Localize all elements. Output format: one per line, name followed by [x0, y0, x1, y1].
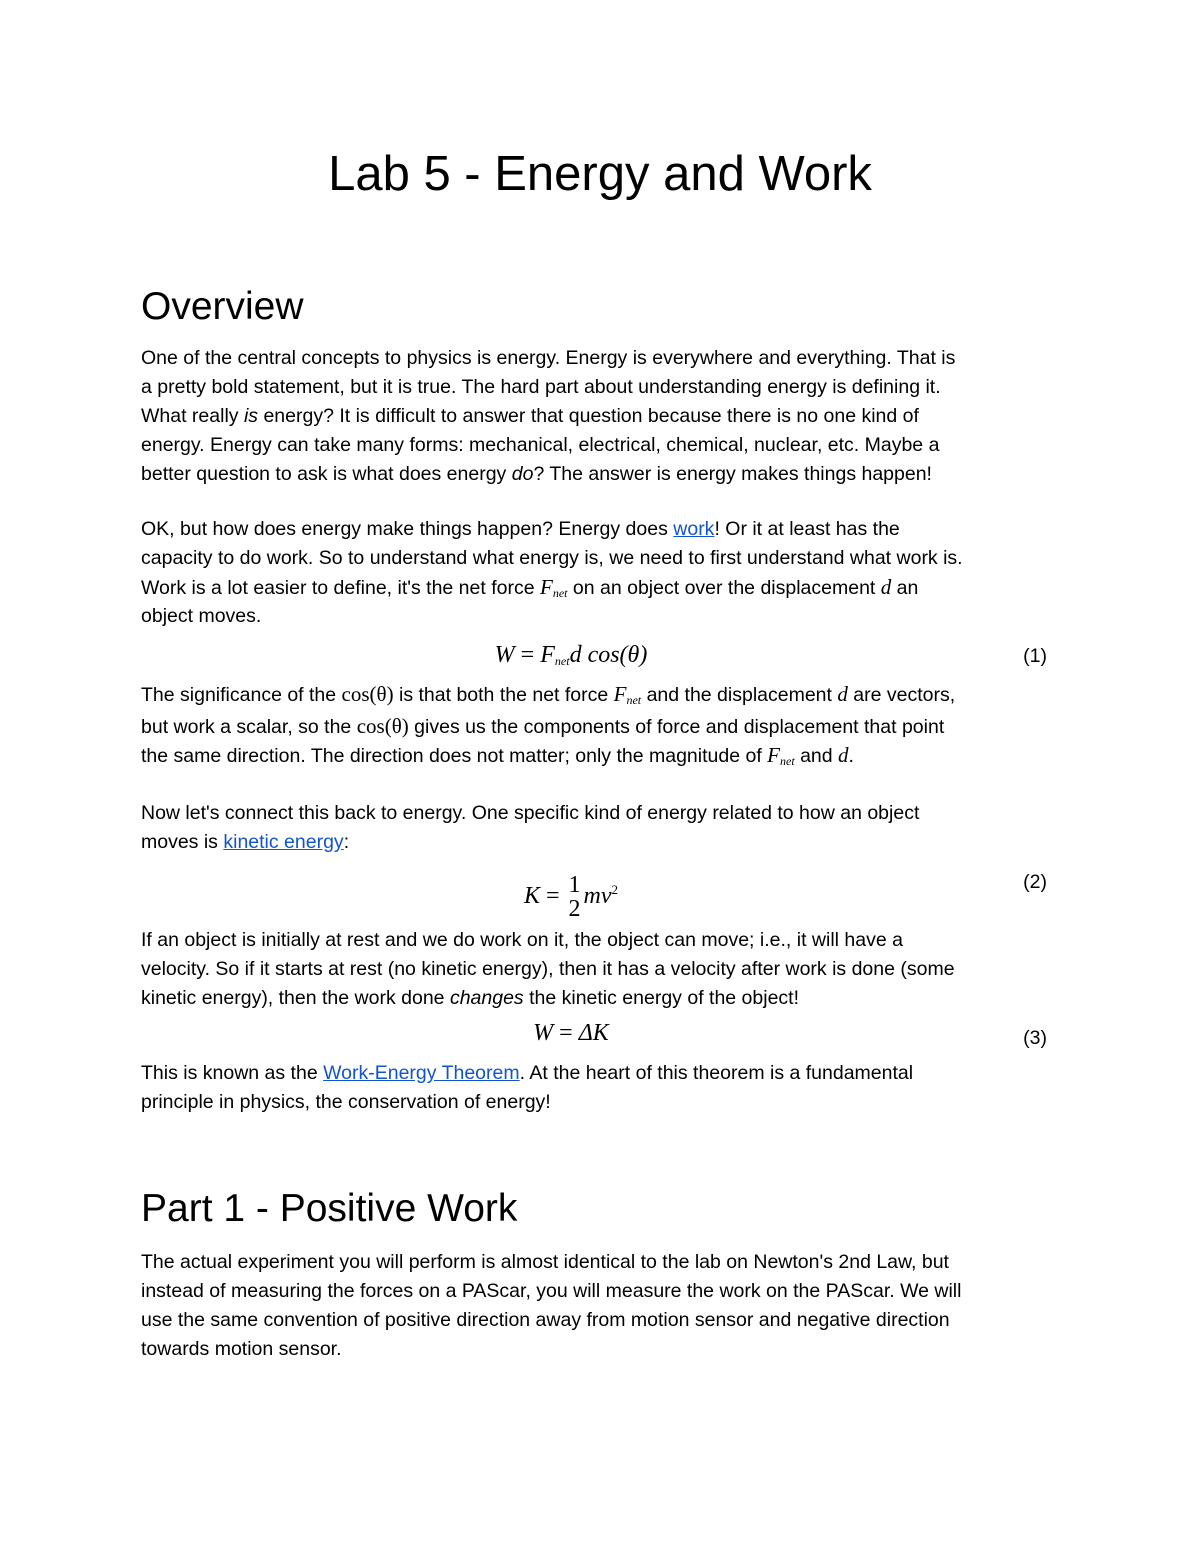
- text-line: The significance of the cos(θ) is that both the net force $F_{net}$ and the displacement d are vectors,: [141, 682, 956, 707]
- equation-3-body: W = ΔK: [533, 1020, 609, 1046]
- math-displacement: d: [838, 743, 849, 767]
- equation-3-number: (3): [1023, 1027, 1047, 1049]
- text-line: capacity to do work. So to understand what energy is, we need to first understand what work is.: [141, 547, 963, 569]
- work-link[interactable]: work: [673, 518, 715, 540]
- text-line: but work a scalar, so the cos(θ) gives us the components of force and displacement that point: [141, 714, 945, 738]
- text-line: better question to ask is what does energy do? The answer is energy makes things happen!: [141, 463, 932, 485]
- text-line: If an object is initially at rest and we do work on it, the object can move; i.e., it will have a: [141, 929, 903, 951]
- math-cos-theta: cos(θ): [341, 682, 394, 706]
- text-line: moves is kinetic energy:: [141, 831, 350, 853]
- text-line: One of the central concepts to physics is energy. Energy is everywhere and everything. That is: [141, 347, 956, 369]
- overview-paragraph-4: [141, 799, 1071, 857]
- text-line: towards motion sensor.: [141, 1338, 342, 1360]
- text-line: Now let's connect this back to energy. One specific kind of energy related to how an object: [141, 802, 920, 824]
- emphasis: do: [511, 463, 534, 485]
- text-line: This is known as the Work-Energy Theorem. At the heart of this theorem is a fundamental: [141, 1062, 914, 1084]
- overview-paragraph-5: [141, 926, 1071, 1013]
- overview-paragraph-3: [141, 680, 1071, 770]
- equation-2-body: K = 1 2 $mv^2$: [523, 872, 619, 923]
- emphasis: is: [243, 405, 259, 427]
- overview-paragraph-1: [141, 344, 1071, 489]
- math-net-force: $F_{net}$: [613, 682, 642, 707]
- text-line: a pretty bold statement, but it is true. The hard part about understanding energy is defining it.: [141, 376, 941, 398]
- text-line: velocity. So if it starts at rest (no kinetic energy), then it has a velocity after work is done (some: [141, 958, 955, 980]
- document-title: Lab 5 - Energy and Work: [328, 147, 872, 201]
- overview-paragraph-6: [141, 1059, 1071, 1117]
- kinetic-energy-link[interactable]: kinetic energy: [223, 831, 344, 853]
- text-line: The actual experiment you will perform is almost identical to the lab on Newton's 2nd Law, but: [141, 1251, 949, 1273]
- math-net-force: $F_{net}$: [539, 575, 568, 600]
- math-displacement: d: [837, 682, 848, 706]
- equation-2: [141, 860, 1047, 923]
- text-line: energy. Energy can take many forms: mechanical, electrical, chemical, nuclear, etc. Maybe a: [141, 434, 940, 456]
- text-line: What really is energy? It is difficult to answer that question because there is no one kind of: [141, 405, 919, 427]
- emphasis: changes: [449, 987, 524, 1009]
- overview-heading: Overview: [141, 285, 304, 328]
- text-line: object moves.: [141, 605, 262, 627]
- text-line: use the same convention of positive direction away from motion sensor and negative direction: [141, 1309, 950, 1331]
- math-displacement: d: [880, 575, 892, 599]
- text-line: instead of measuring the forces on a PAScar, you will measure the work on the PAScar. We will: [141, 1280, 962, 1302]
- overview-paragraph-2: [141, 515, 1071, 631]
- math-cos-theta: cos(θ): [356, 714, 409, 738]
- text-line: principle in physics, the conservation of energy!: [141, 1091, 551, 1113]
- text-line: OK, but how does energy make things happen? Energy does work! Or it at least has the: [141, 518, 900, 540]
- text-line: the same direction. The direction does not matter; only the magnitude of $F_{net}$ and d.: [141, 743, 854, 768]
- text-line: kinetic energy), then the work done changes the kinetic energy of the object!: [141, 987, 800, 1009]
- math-net-force: $F_{net}$: [767, 743, 795, 768]
- part1-paragraph-1: [141, 1248, 1071, 1364]
- work-energy-theorem-link[interactable]: Work-Energy Theorem: [323, 1062, 520, 1084]
- equation-3: [141, 1018, 1047, 1058]
- part1-heading: Part 1 - Positive Work: [141, 1187, 518, 1230]
- equation-1: [141, 640, 1047, 680]
- equation-2-number: (2): [1023, 871, 1047, 893]
- text-line: Work is a lot easier to define, it's the net force $F_{net}$ on an object over the displacement d an: [141, 575, 919, 600]
- fraction: 1 2: [568, 872, 581, 923]
- equation-1-body: $W = F_{net}d$ cos(θ): [494, 642, 648, 668]
- equation-1-number: (1): [1023, 645, 1047, 667]
